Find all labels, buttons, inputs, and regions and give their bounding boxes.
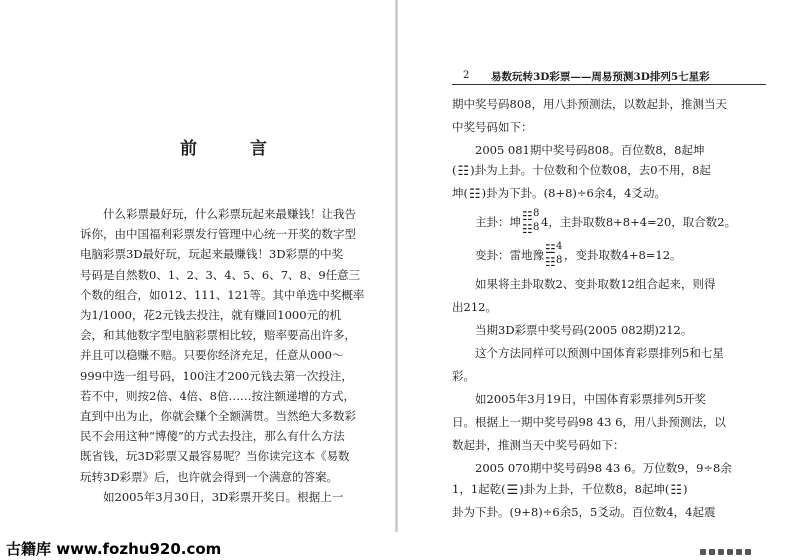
preface-line: 玩转3D彩票》后，也许就会得到一个满意的答案。 — [80, 469, 339, 484]
kun-trigram-icon: ☷ — [469, 186, 481, 202]
body-line: 彩。 — [452, 369, 475, 383]
body-line: 2005 081期中奖号码808。百位数8，8起坤 — [475, 143, 705, 157]
body-line — [452, 481, 688, 497]
site-watermark: 古籍库 www.fozhu920.com — [6, 540, 222, 558]
preface-line: 直到中出为止，你就会赚个全额满贯。当然绝大多数彩 — [80, 409, 356, 423]
body-line: 2005 070期中奖号码98 43 6。万位数9，9÷8余 — [475, 461, 732, 475]
main-hexagram-line — [475, 210, 736, 236]
preface-line: 民不会用这种“博傻”的方式去投注，那么有什么方法 — [80, 429, 345, 444]
preface-line: 为1/1000，花2元钱去投注，就有赚回1000元的机 — [80, 308, 342, 322]
preface-line: 既省钱，玩3D彩票又最容易呢？当你读完这本《易数 — [80, 449, 350, 464]
body-line: 这个方法同样可以预测中国体育彩票排列5和七星 — [475, 346, 724, 360]
preface-line: 电脑彩票3D最好玩，玩起来最赚钱！3D彩票的中奖 — [80, 247, 344, 262]
body-line: 如果将主卦取数2、变卦取数12组合起来，则得 — [475, 277, 716, 291]
paren-text: ( — [452, 163, 457, 177]
line-text: )卦为下卦。(8+8)÷6余4，4爻动。 — [481, 186, 666, 200]
body-line: 日。根据上一期中奖号码98 43 6，用八卦预测法，以 — [452, 415, 726, 429]
preface-line: 诉你，由中国福利彩票发行管理中心统一开奖的数字型 — [80, 227, 356, 242]
preface-line: 999中选一组号码，100注才200元钱去第一次投注， — [80, 368, 353, 383]
kun-trigram-icon: ☷ — [670, 482, 683, 498]
body-line: 如2005年3月19日，中国体育彩票排列5开奖 — [475, 392, 707, 406]
footer-bar — [0, 532, 793, 560]
line-text: )卦为上卦，千位数8，8起坤( — [519, 482, 670, 496]
kun-trigram-icon: ☷ — [457, 163, 470, 179]
body-line: 卦为下卦。(9+8)÷6余5，5爻动。百位数4，4起震 — [452, 505, 716, 519]
line-text: 变卦：雷地豫 — [475, 248, 544, 262]
line-text: 坤( — [452, 186, 468, 200]
body-line — [452, 185, 666, 201]
preface-line: 什么彩票最好玩，什么彩票玩起来最赚钱！让我告 — [103, 207, 356, 221]
body-line: 出212。 — [452, 300, 497, 314]
qian-trigram-icon: ☰ — [506, 482, 519, 498]
line-text: )卦为上卦。十位数和个位数08，去0不用，8起 — [470, 163, 711, 177]
left-page — [0, 0, 397, 532]
yu-hexagram-icon: ☳ ☷ 4 8 — [545, 241, 563, 269]
running-header: 易数玩转3D彩票——周易预测3D排列5七星彩 — [491, 71, 710, 83]
body-line: 期中奖号码808，用八卦预测法，以数起卦，推测当天 — [452, 97, 727, 111]
preface-line: 会，和其他数字型电脑彩票相比较，赔率要高出许多， — [80, 328, 356, 343]
preface-line: 并且可以稳赚不赔。只要你经济充足，任意从000～ — [80, 348, 344, 363]
footer-decoration — [700, 540, 790, 552]
kun-hexagram-icon: ☷ ☷ 8 8 — [522, 208, 540, 236]
body-line — [452, 162, 711, 178]
line-text: ) — [683, 482, 688, 496]
header-rule — [452, 84, 766, 85]
line-text: 4，主卦取数8+8+4=20，取合数2。 — [541, 215, 737, 229]
body-line: 当期3D彩票中奖号码(2005 082期)212。 — [475, 323, 693, 337]
line-text: ，变卦取数4+8=12。 — [564, 248, 682, 262]
page-title: 前 言 — [180, 139, 285, 159]
line-text: 主卦：坤 — [475, 215, 521, 229]
preface-line: 若不中，则按2倍、4倍、8倍……按注额递增的方式， — [80, 388, 355, 403]
preface-line: 如2005年3月30日，3D彩票开奖日。根据上一 — [103, 489, 344, 504]
line-text: 1，1起乾( — [452, 482, 506, 496]
body-line: 中奖号码如下： — [452, 120, 533, 134]
preface-line: 号码是自然数0、1、2、3、4、5、6、7、8、9任意三 — [80, 267, 361, 282]
page-number: 2 — [463, 70, 470, 81]
changed-hexagram-line — [475, 243, 682, 269]
body-line: 数起卦，推测当天中奖号码如下： — [452, 438, 625, 452]
preface-line: 个数的组合，如012、111、121等。其中单选中奖概率 — [80, 287, 365, 302]
